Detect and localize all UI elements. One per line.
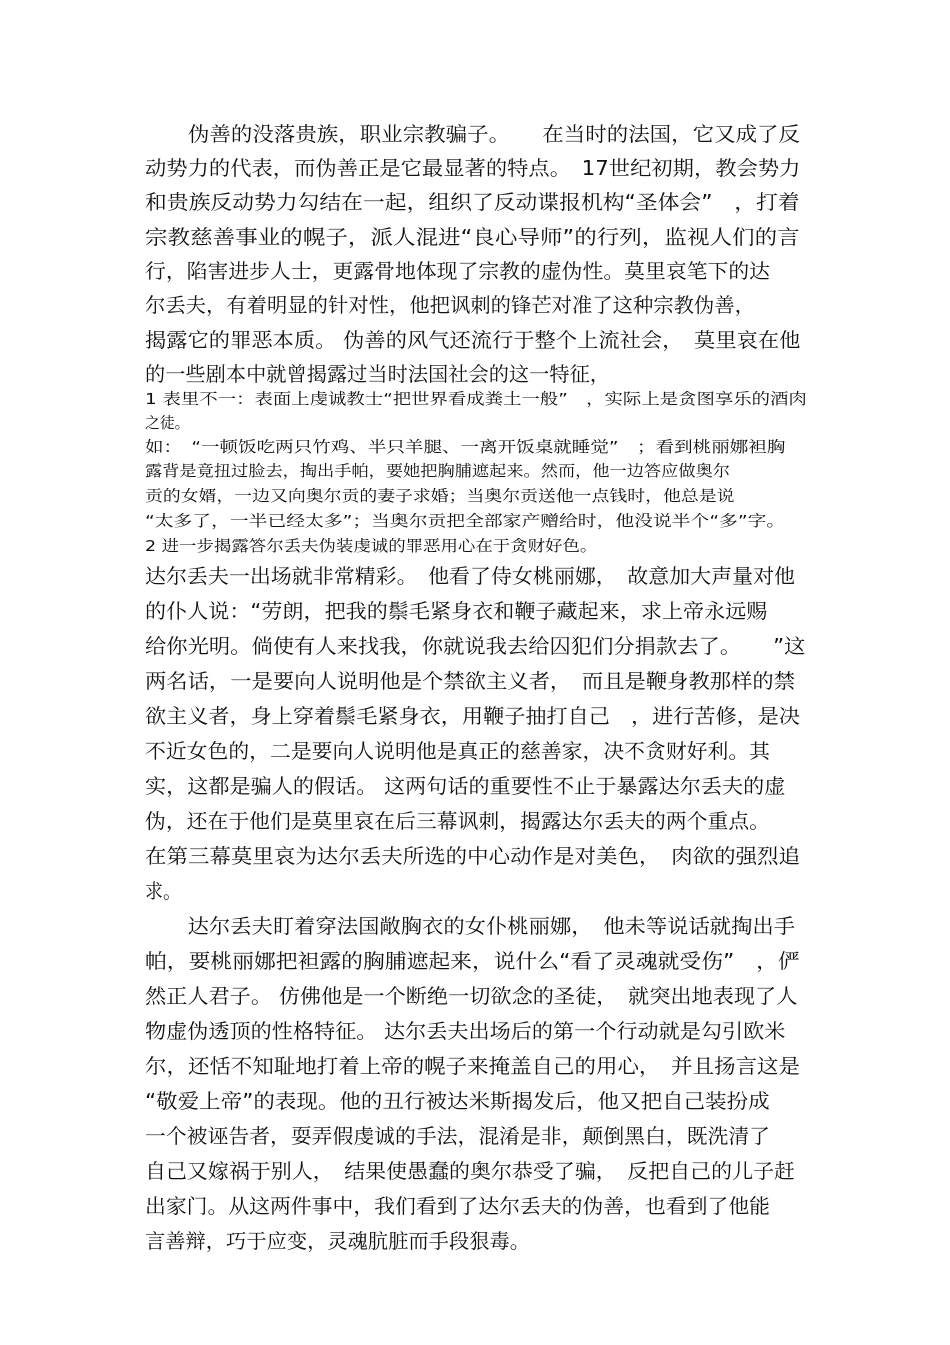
text-line: 揭露它的罪恶本质。 伪善的风气还流行于整个上流社会， 莫里哀在他 [145, 328, 801, 352]
text-line: 宗教慈善事业的幌子，派人混进“良心导师”的行列，监视人们的言 [145, 225, 800, 249]
text-line: 自己又嫁祸于别人， 结果使愚蠢的奥尔恭受了骗， 反把自己的儿子赶 [145, 1159, 795, 1183]
text-line: 物虚伪透顶的性格特征。 达尔丢夫出场后的第一个行动就是勾引欧米 [145, 1019, 786, 1043]
text-line: 之徒。 [145, 414, 190, 432]
text-line: 的仆人说：“劳朗，把我的鬃毛紧身衣和鞭子藏起来，求上帝永远赐 [145, 599, 768, 623]
text-line: 达尔丢夫盯着穿法国敞胸衣的女仆桃丽娜， 他未等说话就掏出手 [145, 914, 795, 938]
text-line: 1 表里不一：表面上虔诚教士“把世界看成粪土一般” ，实际上是贪图享乐的酒肉 [145, 390, 807, 408]
text-line: 欲主义者，身上穿着鬃毛紧身衣，用鞭子抽打自己 ，进行苦修，是决 [145, 704, 800, 728]
text-line: 然正人君子。 仿佛他是一个断绝一切欲念的圣徒， 就突出地表现了人 [145, 984, 798, 1008]
text-line: 行，陷害进步人士，更露骨地体现了宗教的虚伪性。莫里哀笔下的达 [145, 259, 770, 283]
text-line: 求。 [145, 879, 181, 903]
text-line: 言善辩，巧于应变，灵魂肮脏而手段狠毒。 [145, 1229, 530, 1253]
text-line: 如： “一顿饭吃两只竹鸡、半只羊腿、一离开饭桌就睡觉” ；看到桃丽娜袒胸 [145, 438, 786, 456]
text-line: 一个被诬告者，耍弄假虔诚的手法，混淆是非，颠倒黑白，既洗清了 [145, 1124, 770, 1148]
text-line: 出家门。从这两件事中，我们看到了达尔丢夫的伪善，也看到了他能 [145, 1194, 770, 1218]
text-line: 不近女色的，二是要向人说明他是真正的慈善家，决不贪财好利。其 [145, 739, 770, 763]
text-line: “太多了，一半已经太多”；当奥尔贡把全部家产赠给时，他没说半个“多”字。 [145, 512, 786, 530]
text-line: 尔，还恬不知耻地打着上帝的幌子来掩盖自己的用心， 并且扬言这是 [145, 1054, 800, 1078]
text-line: 尔丢夫，有着明显的针对性，他把讽刺的锋芒对准了这种宗教伪善， [145, 293, 755, 317]
text-line: 动势力的代表，而伪善正是它最显著的特点。 17世纪初期，教会势力 [145, 156, 801, 180]
text-line: 两名话，一是要向人说明他是个禁欲主义者， 而且是鞭身教那样的禁 [145, 669, 795, 693]
text-line: 露背是竟扭过脸去，掏出手帕，要她把胸脯遮起来。然而，他一边答应做奥尔 [145, 462, 731, 480]
text-line: 伪善的没落贵族，职业宗教骗子。 在当时的法国，它又成了反 [145, 122, 800, 146]
text-line: 在第三幕莫里哀为达尔丢夫所选的中心动作是对美色， 肉欲的强烈追 [145, 844, 800, 868]
text-line: 达尔丢夫一出场就非常精彩。 他看了侍女桃丽娜， 故意加大声量对他 [145, 564, 795, 588]
text-line: 帕，要桃丽娜把袒露的胸脯遮起来，说什么“看了灵魂就受伤” ，俨 [145, 949, 800, 973]
text-line: 2 进一步揭露答尔丢夫伪装虔诚的罪恶用心在于贪财好色。 [145, 537, 598, 555]
text-line: 贡的女婿，一边又向奥尔贡的妻子求婚；当奥尔贡送他一点钱时，他总是说 [145, 487, 735, 505]
text-line: “敬爱上帝”的表现。他的丑行被达米斯揭发后，他又把自己装扮成 [145, 1089, 770, 1113]
text-line: 实，这都是骗人的假话。 这两句话的重要性不止于暴露达尔丢夫的虚 [145, 774, 786, 798]
text-line: 和贵族反动势力勾结在一起，组织了反动谍报机构“圣体会” ，打着 [145, 190, 800, 214]
text-line: 伪，还在于他们是莫里哀在后三幕讽刺，揭露达尔丢夫的两个重点。 [145, 809, 770, 833]
text-line: 的一些剧本中就曾揭露过当时法国社会的这一特征， [145, 362, 610, 386]
text-line: 给你光明。倘使有人来找我，你就说我去给囚犯们分捐款去了。 ”这 [145, 634, 806, 658]
